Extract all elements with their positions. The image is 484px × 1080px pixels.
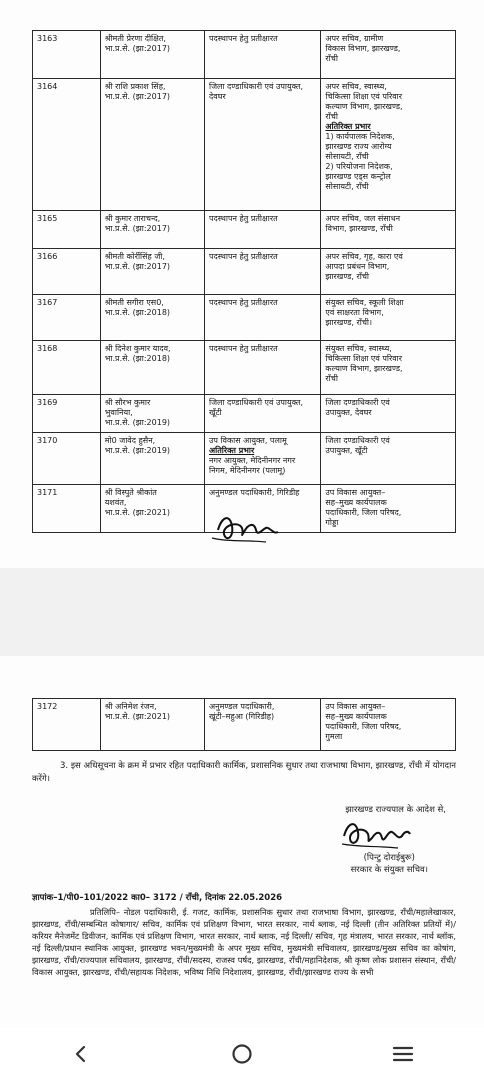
paragraph-3: 3. इस अधिसूचना के क्रम में प्रभार रहित पदाधिकारी कार्मिक, प्रशासनिक सुधार तथा राजभाषा विभाग, झारखण्ड, राँची में योगदान करेंगे। bbox=[32, 761, 456, 784]
cell-line: सोसायटी, राँची bbox=[325, 182, 369, 191]
table-row bbox=[33, 433, 456, 485]
cell-line: भा.प्र.से. (झा:2017) bbox=[104, 224, 171, 233]
cell-line: मो0 जावेद हुसैन, bbox=[104, 436, 156, 445]
cell-line: श्री राशि प्रकाश सिंह, bbox=[104, 82, 166, 91]
serial-number: 3170 bbox=[33, 433, 101, 485]
officer-name bbox=[100, 31, 204, 79]
cell-line: 1) कार्यपालक निदेशक, bbox=[325, 132, 395, 141]
current-post bbox=[205, 211, 321, 249]
cell-line: भा.प्र.से. (झा:2017) bbox=[104, 92, 171, 101]
cell-line: अपर सचिव, ग्रामीण bbox=[325, 34, 384, 43]
home-circle-icon bbox=[231, 1043, 253, 1065]
cell-line: खूँटी bbox=[209, 408, 222, 417]
cell-line: उपायुक्त, खूँटी bbox=[325, 446, 368, 455]
serial-number: 3171 bbox=[33, 485, 101, 533]
cell-line: भा.प्र.से. (झा:2021) bbox=[104, 508, 171, 517]
cell-line: सोसायटी, राँची bbox=[325, 152, 369, 161]
serial-number: 3164 bbox=[33, 79, 101, 211]
officer-name bbox=[100, 79, 204, 211]
android-nav-bar bbox=[0, 1028, 484, 1080]
cell-line: झारखण्ड, राँची bbox=[325, 272, 369, 281]
cell-line: उप विकास आयुक्त– bbox=[325, 702, 386, 711]
new-post bbox=[321, 485, 456, 533]
cell-line: कल्याण विभाग, झारखण्ड, bbox=[325, 364, 403, 373]
new-post bbox=[321, 79, 456, 211]
cell-line: राँची bbox=[325, 112, 338, 121]
serial-number: 3168 bbox=[33, 341, 101, 395]
cell-line: भा.प्र.से. (झा:2017) bbox=[104, 262, 171, 271]
back-button[interactable] bbox=[51, 1034, 111, 1074]
signatory-block bbox=[351, 852, 428, 876]
cell-line: आपदा प्रबंधन विभाग, bbox=[325, 262, 390, 271]
serial-number: 3169 bbox=[33, 395, 101, 433]
cell-line: पदाधिकारी, जिला परिषद, bbox=[325, 508, 402, 517]
officer-name bbox=[100, 295, 204, 341]
signatory-title: सरकार के संयुक्त सचिव। bbox=[350, 865, 428, 875]
memo-header: ज्ञापांक–1/पी0–101/2022 का0– 3172 / राँची, दिनांक 22.05.2026 bbox=[32, 893, 283, 903]
cell-line: अपर सचिव, जल संसाधन bbox=[325, 214, 401, 223]
cell-line: भा.प्र.से. (झा:2019) bbox=[104, 446, 171, 455]
table-row bbox=[33, 295, 456, 341]
cell-line: भा.प्र.से. (झा:2017) bbox=[104, 44, 171, 53]
officer-name bbox=[100, 433, 204, 485]
new-post bbox=[321, 395, 456, 433]
cell-line: उपायुक्त, देवघर bbox=[325, 408, 372, 417]
new-post bbox=[321, 433, 456, 485]
cell-line: भुवानिया, bbox=[104, 408, 133, 417]
cell-line: भा.प्र.से. (झा:2021) bbox=[104, 712, 171, 721]
current-post bbox=[205, 79, 321, 211]
signature-image-2 bbox=[336, 816, 416, 852]
additional-charge-heading: अतिरिक्त प्रभार bbox=[325, 122, 371, 131]
cell-line: राँची bbox=[325, 374, 338, 383]
officer-name bbox=[100, 249, 204, 295]
table-row bbox=[33, 211, 456, 249]
cell-line: राँची bbox=[325, 54, 338, 63]
cell-line: गोड्डा bbox=[325, 518, 339, 527]
new-post bbox=[321, 699, 456, 751]
serial-number: 3167 bbox=[33, 295, 101, 341]
cell-line: सह–मुख्य कार्यपालक bbox=[325, 712, 387, 721]
recent-apps-button[interactable] bbox=[373, 1034, 433, 1074]
cell-line: श्री कुमार ताराचन्द, bbox=[104, 214, 161, 223]
additional-charge-heading: अतिरिक्त प्रभार bbox=[209, 446, 255, 455]
cell-line: अनुमण्डल पदाधिकारी, गिरिडीह bbox=[209, 488, 300, 497]
current-post bbox=[205, 433, 321, 485]
cell-line: पदस्थापन हेतु प्रतीक्षारत bbox=[209, 344, 278, 353]
memo-body: प्रतिलिपि– नोडल पदाधिकारी, ई. गजट, कार्मिक, प्रशासनिक सुधार तथा राजभाषा विभाग, झारखण्ड, राँची/महालेखाकार, झारखण्ड, राँची/सम्बन्धित कोषागार/ सचिव, कार्मिक एवं प्रशिक्षण विभाग, भारत सरकार, नार्थ ब्लाक, नई दिल्ली (तीन अतिरिक्त प्रतियों में)/ करियर मैनेजमेंट डिवीजन, कार्मिक एवं प्रशिक्षण विभाग, भारत सरकार, नार्थ ब्लाक, नई दिल्ली/ सचिव, गृह मंत्रालय, भारत सरकार, नार्थ ब्लॉक, नई दिल्ली/प्रधान स्थानिक आयुक्त, झारखण्ड भवन/मुख्यमंत्री के अपर मुख्य सचिव, मुख्यमंत्री सचिवालय, झारखण्ड/मुख्य सचिव का कोषांग, झारखण्ड, राँची/राज्यपाल सचिवालय, झारखण्ड, राँची/सदस्य, राजस्व पर्षद, झारखण्ड, राँची/महानिदेशक, श्री कृष्ण लोक प्रशासन संस्थान, राँची/ विकास आयुक्त, झारखण्ड, राँची/सहायक निदेशक, भविष्य निधि निदेशालय, झारखण्ड, राँची/झारखण्ड राज्य के सभी bbox=[32, 907, 456, 977]
table-row bbox=[33, 395, 456, 433]
officer-name bbox=[100, 211, 204, 249]
current-post bbox=[205, 395, 321, 433]
new-post bbox=[321, 295, 456, 341]
current-post bbox=[205, 699, 321, 751]
cell-line: नगर आयुक्त, मेदिनीनगर नगर bbox=[209, 456, 296, 465]
cell-line: श्रीमती सगीरा एस0, bbox=[104, 298, 164, 307]
new-post bbox=[321, 249, 456, 295]
cell-line: अनुमण्डल पदाधिकारी, bbox=[209, 702, 275, 711]
document-page-2 bbox=[0, 656, 484, 1028]
cell-line: पदस्थापन हेतु प्रतीक्षारत bbox=[209, 34, 278, 43]
cell-line: संयुक्त सचिव, स्वास्थ्य, bbox=[325, 344, 392, 353]
menu-lines-icon bbox=[392, 1044, 414, 1064]
officer-name bbox=[100, 699, 204, 751]
cell-line: जिला दण्डाधिकारी एवं उपायुक्त, bbox=[209, 398, 304, 407]
cell-line: कल्याण विभाग, झारखण्ड, bbox=[325, 102, 403, 111]
cell-line: श्री दिनेश कुमार यादव, bbox=[104, 344, 171, 353]
table-row bbox=[33, 31, 456, 79]
officer-name bbox=[100, 341, 204, 395]
chevron-left-icon bbox=[71, 1044, 91, 1064]
new-post bbox=[321, 211, 456, 249]
table-row bbox=[33, 249, 456, 295]
transfer-table bbox=[32, 30, 456, 533]
signatory-name: (पिन्टु दोराईबुरू) bbox=[363, 853, 415, 863]
serial-number: 3163 bbox=[33, 31, 101, 79]
cell-line: श्रीमती कोर्रीसिंह जी, bbox=[104, 252, 165, 261]
new-post bbox=[321, 341, 456, 395]
cell-line: चिकित्सा शिक्षा एवं परिवार bbox=[325, 354, 403, 363]
cell-line: जिला दण्डाधिकारी एवं bbox=[325, 398, 390, 407]
cell-line: एवं साक्षरता विभाग, bbox=[325, 308, 384, 317]
cell-line: पदाधिकारी, जिला परिषद, bbox=[325, 722, 402, 731]
cell-line: देवघर bbox=[209, 92, 226, 101]
cell-line: पदस्थापन हेतु प्रतीक्षारत bbox=[209, 252, 278, 261]
current-post bbox=[205, 341, 321, 395]
serial-number: 3165 bbox=[33, 211, 101, 249]
cell-line: पदस्थापन हेतु प्रतीक्षारत bbox=[209, 298, 278, 307]
new-post bbox=[321, 31, 456, 79]
cell-line: झारखण्ड, राँची। bbox=[325, 318, 373, 327]
serial-number: 3166 bbox=[33, 249, 101, 295]
table-row bbox=[33, 699, 456, 751]
cell-line: अपर सचिव, स्वास्थ्य, bbox=[325, 82, 387, 91]
order-line: झारखण्ड राज्यपाल के आदेश से, bbox=[345, 805, 446, 815]
cell-line: पदस्थापन हेतु प्रतीक्षारत bbox=[209, 214, 278, 223]
page-separator bbox=[0, 568, 484, 656]
cell-line: यशवंत, bbox=[104, 498, 127, 507]
cell-line: संयुक्त सचिव, स्कूली शिक्षा bbox=[325, 298, 404, 307]
cell-line: भा.प्र.से. (झा:2019) bbox=[104, 418, 171, 427]
cell-line: अपर सचिव, गृह, कारा एवं bbox=[325, 252, 403, 261]
cell-line: चिकित्सा शिक्षा एवं परिवार bbox=[325, 92, 403, 101]
officer-name bbox=[100, 485, 204, 533]
table-row bbox=[33, 79, 456, 211]
cell-line: जिला दण्डाधिकारी एवं bbox=[325, 436, 390, 445]
cell-line: 2) परियोजना निदेशक, bbox=[325, 162, 393, 171]
current-post bbox=[205, 31, 321, 79]
signature-image bbox=[208, 508, 288, 548]
cell-line: विभाग, झारखण्ड, राँची bbox=[325, 224, 393, 233]
officer-name bbox=[100, 395, 204, 433]
serial-number: 3172 bbox=[33, 699, 101, 751]
cell-line: गुमला bbox=[325, 732, 343, 741]
cell-line: उप विकास आयुक्त, पलामू bbox=[209, 436, 287, 445]
transfer-table-continued bbox=[32, 698, 456, 751]
cell-line: झारखण्ड एड्स कन्ट्रोल bbox=[325, 172, 391, 181]
cell-line: झारखण्ड राज्य आरोग्य bbox=[325, 142, 392, 151]
cell-line: खूंटी–महुआ (गिरिडीह) bbox=[209, 712, 275, 721]
cell-line: श्री अनिमेश रंजन, bbox=[104, 702, 157, 711]
cell-line: श्रीमती प्रेरणा दीक्षित, bbox=[104, 34, 166, 43]
cell-line: भा.प्र.से. (झा:2018) bbox=[104, 308, 171, 317]
cell-line: भा.प्र.से. (झा:2018) bbox=[104, 354, 171, 363]
home-button[interactable] bbox=[212, 1034, 272, 1074]
table-row bbox=[33, 341, 456, 395]
cell-line: निगम, मेदिनीनगर (पलामू) bbox=[209, 466, 286, 475]
current-post bbox=[205, 295, 321, 341]
current-post bbox=[205, 249, 321, 295]
cell-line: उप विकास आयुक्त– bbox=[325, 488, 386, 497]
cell-line: श्री विस्पुते श्रीकांत bbox=[104, 488, 157, 497]
cell-line: जिला दण्डाधिकारी एवं उपायुक्त, bbox=[209, 82, 304, 91]
cell-line: सह–मुख्य कार्यपालक bbox=[325, 498, 387, 507]
cell-line: श्री सौरभ कुमार bbox=[104, 398, 151, 407]
cell-line: विकास विभाग, झारखण्ड, bbox=[325, 44, 401, 53]
